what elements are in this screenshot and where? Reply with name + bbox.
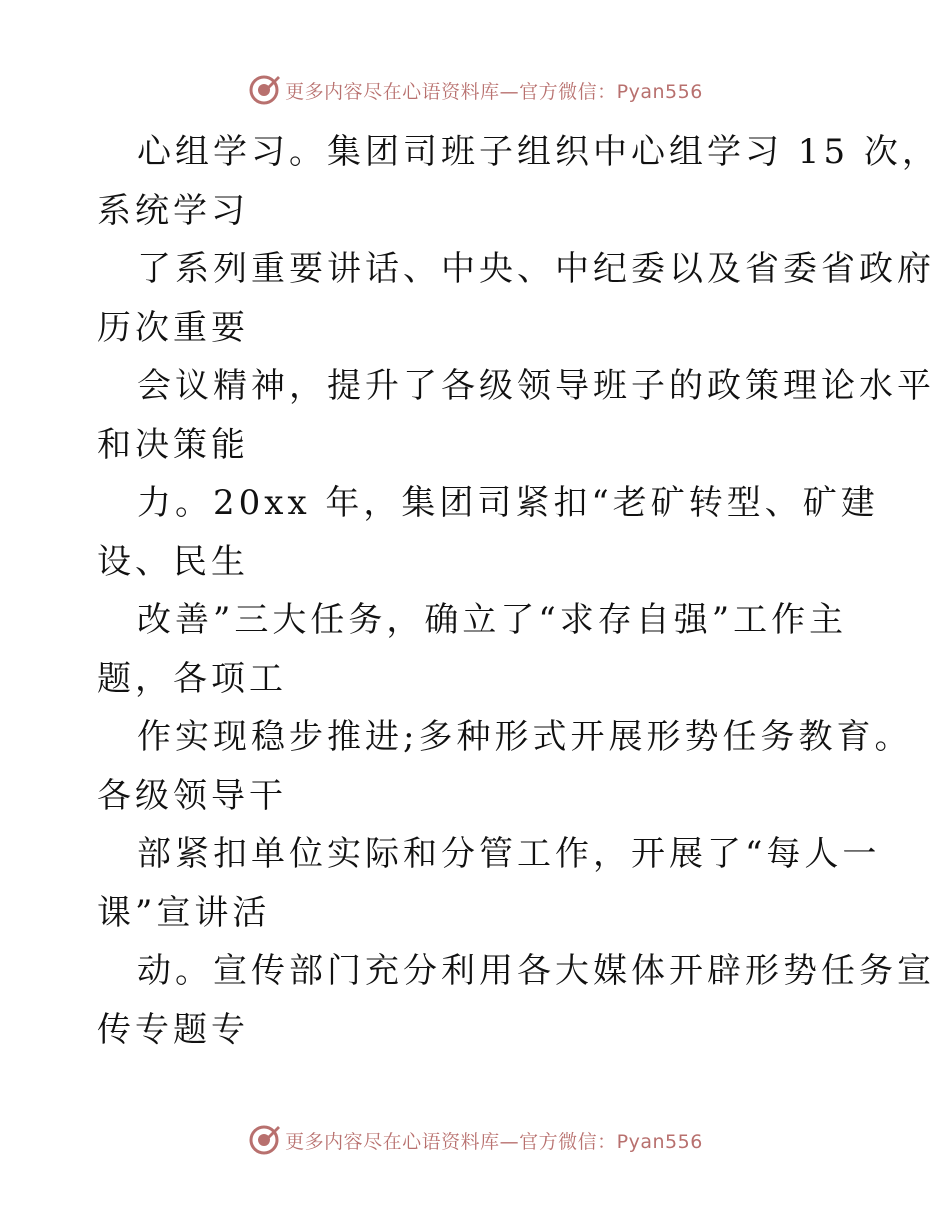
header-banner: [0, 70, 950, 110]
document-body: [97, 123, 940, 1059]
text-line: 会议精神，提升了各级领导班子的政策理论水平: [137, 366, 935, 406]
text-line: 部紧扣单位实际和分管工作，开展了“每人一: [137, 834, 881, 874]
text-line: 了系列重要讲话、中央、中纪委以及省委省政府: [137, 249, 935, 289]
text-line: 改善”三大任务，确立了“求存自强”工作主: [137, 600, 848, 640]
text-line: 系统学习: [97, 190, 249, 231]
text-line: 题，各项工: [97, 658, 287, 699]
text-line: 动。宣传部门充分利用各大媒体开辟形势任务宣: [137, 951, 935, 991]
text-line: 心组学习。集团司班子组织中心组学习 15 次，: [137, 132, 940, 172]
text-line: 力。20xx 年，集团司紧扣“老矿转型、矿建: [137, 483, 879, 523]
text-line: 各级领导干: [97, 775, 287, 816]
text-line: 传专题专: [97, 1009, 249, 1050]
text-line: 作实现稳步推进;多种形式开展形势任务教育。: [137, 717, 913, 757]
pen-logo-icon: [247, 1123, 281, 1157]
footer-banner: [0, 1120, 950, 1160]
text-line: 历次重要: [97, 307, 249, 348]
text-line: 和决策能: [97, 424, 249, 465]
pen-logo-icon: [247, 73, 281, 107]
banner-text: 更多内容尽在心语资料库—官方微信：Pyan556: [285, 1130, 703, 1153]
text-line: 课”宣讲活: [97, 892, 271, 933]
text-line: 设、民生: [97, 541, 249, 582]
banner-text: 更多内容尽在心语资料库—官方微信：Pyan556: [285, 80, 703, 103]
